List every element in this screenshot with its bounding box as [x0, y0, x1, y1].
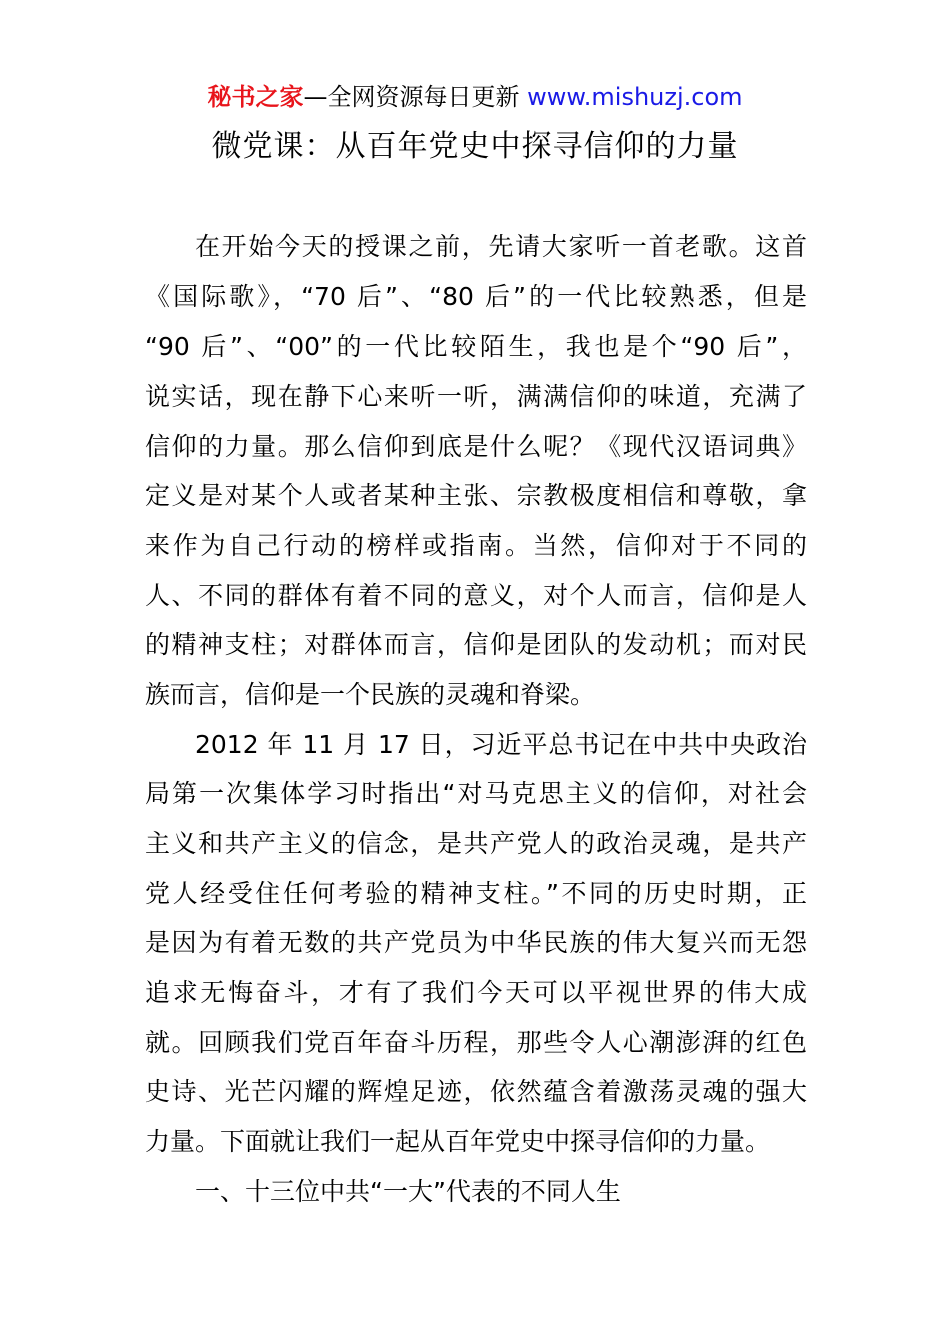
- site-header: [0, 80, 950, 114]
- paragraph-1-line-5: 信仰的力量。那么信仰到底是什么呢？《现代汉语词典》: [145, 432, 807, 461]
- paragraph-2-line-2: 局第一次集体学习时指出“对马克思主义的信仰，对社会: [145, 779, 807, 808]
- paragraph-2-line-5: 是因为有着无数的共产党员为中华民族的伟大复兴而无怨: [145, 928, 807, 957]
- paragraph-1-line-1: 在开始今天的授课之前，先请大家听一首老歌。这首: [195, 232, 807, 261]
- paragraph-1-line-3: “90 后”、“00”的一代比较陌生，我也是个“90 后”，: [145, 332, 807, 361]
- paragraph-2-line-6: 追求无悔奋斗，才有了我们今天可以平视世界的伟大成: [145, 978, 807, 1007]
- paragraph-2-line-1: 2012 年 11 月 17 日，习近平总书记在中共中央政治: [195, 730, 807, 759]
- paragraph-1-line-6: 定义是对某个人或者某种主张、宗教极度相信和尊敬，拿: [145, 481, 807, 510]
- paragraph-2-line-7: 就。回顾我们党百年奋斗历程，那些令人心潮澎湃的红色: [145, 1028, 807, 1057]
- section-heading-1: 一、十三位中共“一大”代表的不同人生: [195, 1177, 621, 1206]
- document-title: 微党课：从百年党史中探寻信仰的力量: [211, 129, 739, 164]
- site-url-link[interactable]: www.mishuzj.com: [527, 83, 743, 111]
- paragraph-2-line-9: 力量。下面就让我们一起从百年党史中探寻信仰的力量。: [145, 1127, 771, 1156]
- paragraph-1-line-2: 《国际歌》，“70 后”、“80 后”的一代比较熟悉，但是: [145, 282, 807, 311]
- site-brand: 秘书之家: [207, 83, 304, 111]
- paragraph-2-line-8: 史诗、光芒闪耀的辉煌足迹，依然蕴含着激荡灵魂的强大: [145, 1077, 807, 1106]
- site-tagline: —全网资源每日更新: [303, 83, 528, 111]
- paragraph-1-line-4: 说实话，现在静下心来听一听，满满信仰的味道，充满了: [145, 382, 807, 411]
- paragraph-1-line-10: 族而言，信仰是一个民族的灵魂和脊梁。: [145, 680, 596, 709]
- paragraph-1-line-7: 来作为自己行动的榜样或指南。当然，信仰对于不同的: [145, 531, 807, 560]
- paragraph-1-line-9: 的精神支柱；对群体而言，信仰是团队的发动机；而对民: [145, 630, 807, 659]
- paragraph-2-line-4: 党人经受住任何考验的精神支柱。”不同的历史时期，正: [145, 879, 807, 908]
- paragraph-1-line-8: 人、不同的群体有着不同的意义，对个人而言，信仰是人: [145, 581, 807, 610]
- paragraph-2-line-3: 主义和共产主义的信念，是共产党人的政治灵魂，是共产: [145, 829, 807, 858]
